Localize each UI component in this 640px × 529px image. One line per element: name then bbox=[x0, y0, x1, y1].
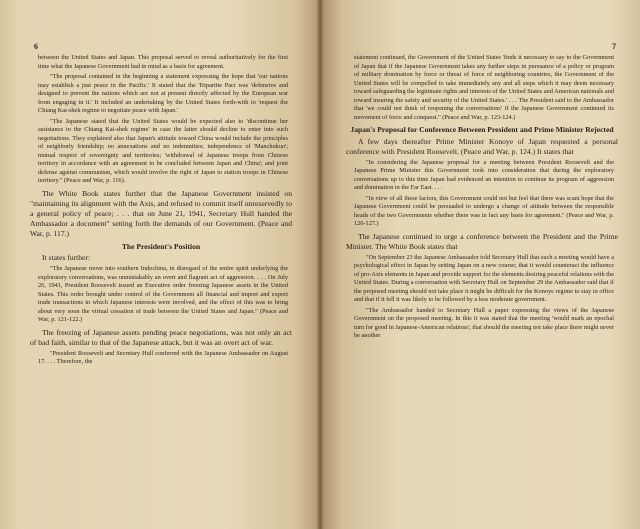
page-number: 6 bbox=[34, 42, 38, 51]
quote-paragraph: "The Japanese stated that the United States would be expected also to 'discontinue her assistance to the Chiang Kai-shek regime' in case the latter should decline to enter into such negotiations. They explained also that Japan's attitude toward China would include the principles of neighborly friendship; no annexations and no indemnities; independence of 'Manchukuo'; mutual respect of sovereignty and territories; 'withdrawal of Japanese troops from Chinese territory in accordance with an agreement to be concluded between Japan and China'; and joint defense against communism, which would involve the right of Japan to station troops in Chinese territory." (Peace and War, p. 116). bbox=[38, 117, 288, 184]
section-heading: Japan's Proposal for Conference Between President and Prime Minister Rejected bbox=[350, 125, 614, 134]
section-heading: The President's Position bbox=[121, 241, 201, 251]
body-paragraph: A few days thereafter Prime Minister Konoye of Japan requested a personal conference with President Roosevelt. (Peace and War, p. 124.) It states that bbox=[346, 136, 618, 156]
quote-paragraph: "The proposal contained in the beginning a statement expressing the hope that 'our nations may establish a just peace in the Pacific.' It stated that the Tripartite Pact was 'defensive and designed to prevent the nations which are not at present directly affected by the European war from engaging in it.' It included an undertaking by the United States forth-with to 'request the Chiang Kai-shek regime to negotiate peace with Japan.' bbox=[38, 73, 288, 114]
right-page bbox=[320, 0, 640, 529]
page-number: 7 bbox=[612, 42, 616, 51]
text-column bbox=[346, 54, 618, 341]
quote-paragraph: "The Ambassador handed to Secretary Hull a paper expressing the views of the Japanese Government on the proposed meeting. In this it was stated that the meeting 'would mark an epochal turn for good in Japanese-American relations'; that should the meeting not take place there might never be another bbox=[354, 306, 614, 339]
quote-paragraph: "The Japanese move into southern Indochina, in disregard of the entire spirit underlying the exploratory conversations, was unmistakably an overt and flagrant act of aggression. . . . On July 26, 1941, President Roosevelt issued an Executive order freezing Japanese assets in the United States. This order brought under control of the Government all financial and import and export trade transactions in which Japanese interests were involved, and the effect of this was to bring about very soon the virtual cessation of trade between the United States and Japan." (Peace and War, p. 121-122.) bbox=[38, 265, 288, 323]
body-paragraph: The Japanese continued to urge a conference between the President and the Prime Minister. The White Book states that bbox=[346, 231, 618, 251]
body-paragraph: It states further: bbox=[42, 253, 91, 262]
quote-paragraph: "On September 23 the Japanese Ambassador told Secretary Hull that such a meeting would have a psychological effect in Japan by setting Japan on a new course; that it would counteract the influence of pro-Axis elements in Japan and provide support for the elements desiring peaceful relations with the United States. During a conversation with Secretary Hull on September 29 the Ambassador said that if the proposed meeting should not take place it might be difficult for the Konoye regime to stay in office and that if it fell it was likely to be followed by a less moderate government. bbox=[354, 253, 614, 303]
quote-paragraph: "In considering the Japanese proposal for a meeting between President Roosevelt and the Japanese Prime Minister this Government took into consideration that during the exploratory conversations up to this time Japan had evidenced an intention to continue its program of aggression and domination in the Far East. . . . bbox=[354, 158, 614, 191]
text-column bbox=[30, 54, 292, 367]
book-gutter bbox=[316, 0, 324, 529]
quote-paragraph: "President Roosevelt and Secretary Hull conferred with the Japanese Ambassador on August 17. . . . Therefore, the bbox=[38, 349, 288, 365]
body-paragraph: The White Book states further that the Japanese Government insisted on "maintaining its alignment with the Axis, and refused to commit itself unreservedly to a general policy of peace; . . . that on June 21, 1941, Secretary Hull handed the Ambassador a document" setting forth the demands of our Government. (Peace and War, p. 117.) bbox=[30, 188, 292, 238]
quote-paragraph: statement continued, the Government of the United States 'finds it necessary to say to the Government of Japan that if the Japanese Government takes any further steps in pursuance of a policy or program of military domination by force or threat of force of neighboring countries, the Government of the United States will be compelled to take immediately any and all steps which it may deem necessary toward safeguarding the legitimate rights and interests of the United States and American nationals and toward insuring the safety and security of the United States.' . . . The President said to the Ambassador that 'we could not think of reopening the conversations' if the Japanese Government continued its movement of force and conquest." (Peace and War, p. 123-124.) bbox=[354, 54, 614, 121]
body-paragraph: The freezing of Japanese assets pending peace negotiations, was not only an act of bad faith, similar to that of the Japanese attack, but it was an overt act of war. bbox=[30, 327, 292, 347]
quote-paragraph: between the United States and Japan. This proposal served to reveal authoritatively for the first time what the Japanese Government had in mind as a basis for agreement. bbox=[38, 54, 288, 70]
quote-paragraph: "In view of all these factors, this Government could not but feel that there was scant hope that the Japanese Government could be persuaded to undergo a change of attitude between the responsible heads of the two Governments whether there was in fact any basis for agreement." (Peace and War, p. 126-127.) bbox=[354, 194, 614, 227]
